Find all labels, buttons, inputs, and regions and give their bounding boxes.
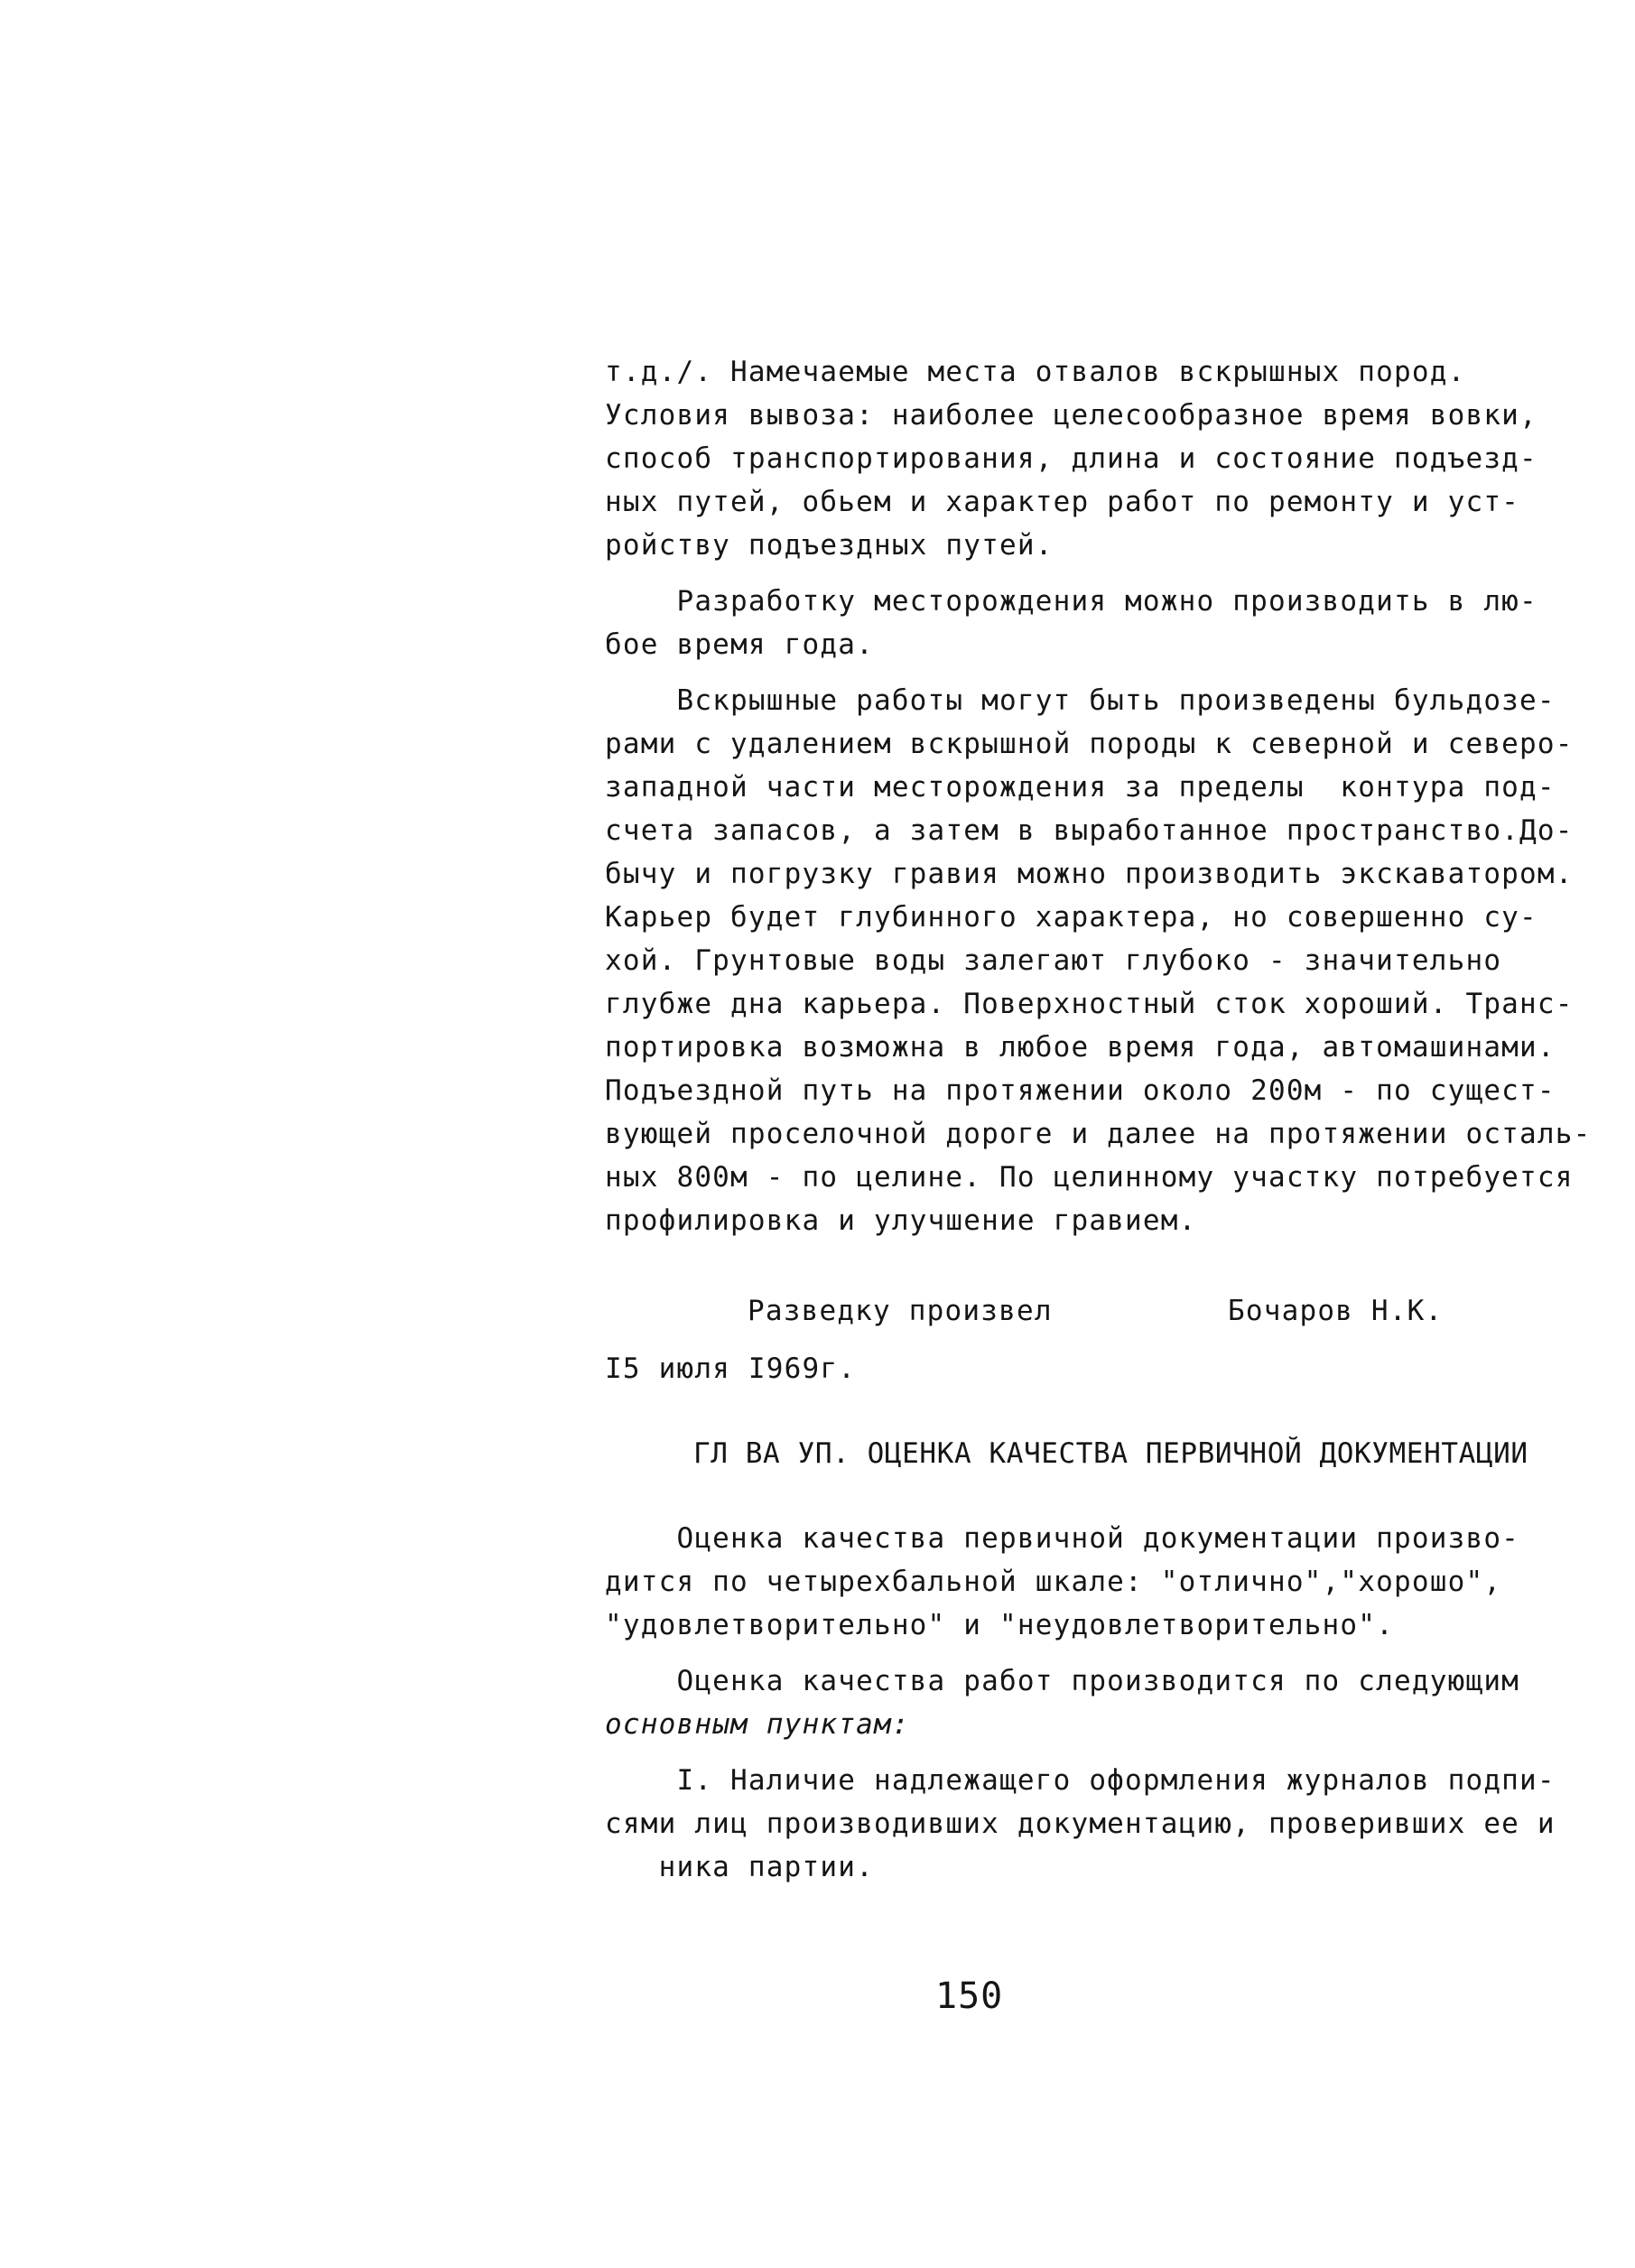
text-line: хой. Грунтовые воды залегают глубоко - значительно — [605, 944, 1502, 977]
text-line: сями лиц производивших документацию, проверивших ее и — [605, 1808, 1556, 1840]
text-line: бычу и погрузку гравия можно производить экскаватором. — [605, 858, 1574, 890]
text-line: ных 800м - по целине. По целинному участку потребуется — [605, 1161, 1574, 1194]
chapter-title: ГЛ ВА УП. ОЦЕНКА КАЧЕСТВА ПЕРВИЧНОЙ ДОКУМЕНТАЦИИ — [693, 1437, 1528, 1470]
text-line: счета запасов, а затем в выработанное пространство.До- — [605, 814, 1574, 847]
text-line: "удовлетворительно" и "неудовлетворительно". — [605, 1609, 1394, 1641]
text-line: Разработку месторождения можно производить в лю- — [605, 585, 1537, 618]
text-line: ройству подъездных путей. — [605, 529, 1054, 562]
text-line: основным пунктам: — [605, 1708, 910, 1741]
text-line: Условия вывоза: наиболее целесообразное время вовки, — [605, 399, 1537, 432]
signature-label: Разведку произвел — [748, 1295, 1053, 1327]
text-line: бое время года. — [605, 628, 874, 661]
text-line: портировка возможна в любое время года, автомашинами. — [605, 1031, 1556, 1064]
text-line: ника партии. — [605, 1851, 874, 1883]
text-line: глубже дна карьера. Поверхностный сток хороший. Транс- — [605, 988, 1574, 1020]
text-line: западной части месторождения за пределы контура под- — [605, 771, 1556, 804]
text-line: вующей проселочной дороге и далее на протяжении осталь- — [605, 1118, 1592, 1150]
text-line: профилировка и улучшение гравием. — [605, 1204, 1197, 1237]
text-line: Оценка качества первичной документации произво- — [605, 1522, 1520, 1555]
text-line: способ транспортирования, длина и состояние подъезд- — [605, 442, 1537, 475]
text-line: Вскрышные работы могут быть произведены бульдозе- — [605, 684, 1556, 717]
text-line: I. Наличие надлежащего оформления журналов подпи- — [605, 1764, 1556, 1797]
text-line: Оценка качества работ производится по следующим — [605, 1665, 1520, 1697]
text-line: Подъездной путь на протяжении около 200м - по сущест- — [605, 1074, 1556, 1107]
text-line: дится по четырехбальной шкале: "отлично","хорошо", — [605, 1566, 1502, 1598]
text-line: Карьер будет глубинного характера, но совершенно су- — [605, 901, 1537, 934]
signature-name: Бочаров Н.К. — [1228, 1295, 1444, 1327]
text-line: ных путей, обьем и характер работ по ремонту и уст- — [605, 486, 1520, 518]
page-number: 150 — [935, 1975, 1004, 2017]
text-line: т.д./. Намечаемые места отвалов вскрышных пород. — [605, 356, 1466, 388]
signature-date: I5 июля I969г. — [605, 1352, 857, 1385]
text-line: рами с удалением вскрышной породы к северной и северо- — [605, 728, 1574, 760]
